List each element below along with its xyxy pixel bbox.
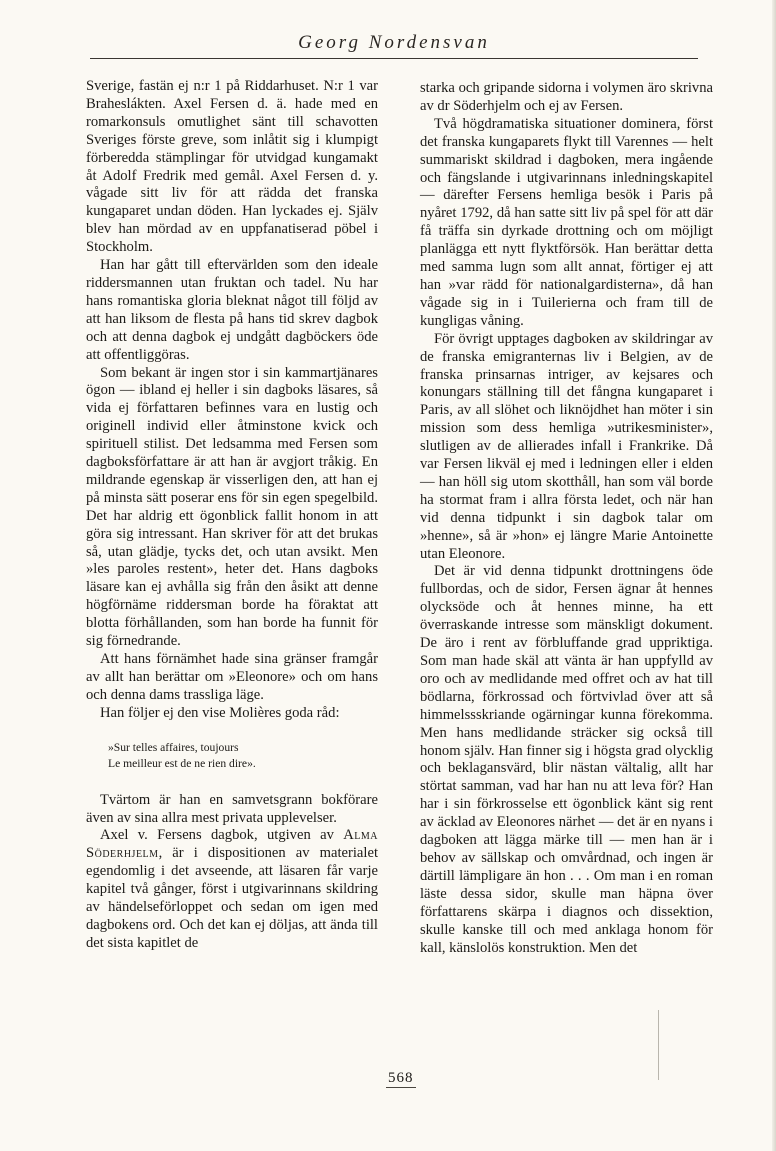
page-number: 568 [388,1070,414,1086]
quote-line: Le meilleur est de ne rien dire». [108,756,256,770]
left-column [86,78,378,953]
running-head: Georg Nordensvan [298,32,490,53]
paragraph-text: , är i dispositionen av materialet egendomlig i det avseende, att läsaren får varje kapitel två gånger, först i utgivarinnans skildring av händelseförloppet och sedan om igen med dagbokens ord. Och det kan ej döljas, att ända till det sista kapitlet de [86,845,378,951]
quote-line: »Sur telles affaires, toujours [108,740,239,754]
paragraph: Två högdramatiska situationer dominera, först det franska kungaparets flykt till Varennes — helt summariskt skildrad i dagboken, mera ingående och fängslande i utgivarinnans inledningskapitel — därefter Fersens hemliga besök i Paris på nyåret 1792, då han satte sitt liv på spel för att där få träffa sin dyrkade drottning och om möjligt planlägga ett nytt flyktförsök. Han berättar detta med samma lugn som allt annat, förtiger ej att han »var rädd för nationalgardisterna», då han vågade sig in i Tuilerierna och fram till de kungligas våning. [420,115,713,329]
paragraph: Han har gått till eftervärlden som den ideale riddersmannen utan fruktan och tadel. Nu har hans romantiska gloria bleknat något till följd av att han liksom de flesta på hans tid skrev dagbok och att denna dagbok ej undgått dagböckers öde att offentliggöras. [86,257,378,363]
paragraph: Han följer ej den vise Molières goda råd: [100,704,340,721]
paragraph: Tvärtom är han en samvetsgrann bokförare även av sina allra mest privata upplevelser. [86,791,378,826]
right-column [420,80,713,957]
paragraph: Det är vid denna tidpunkt drottningens öde fullbordas, och de sidor, Fersen ägnar åt hennes olycksöde och åt hennes minne, ha ett överraskande intresse som mänskligt dokument. De äro i rent av förbluffande grad uppriktiga. Som man hade skäl att vänta är han uppfylld av oro och av medlidande med offret och av hat till bödlarna, förkrossad och förtvivlad över att så himmelssskriande ogärningar kunna förekomma. Men hans medlidande sträcker sig också till honom själv. Han finner sig i högsta grad olycklig och beklagansvärd, blir nästan vältalig, allt har störtat samman, vad har han nu att leva för? Han har i sin förkrosselse ett ögonblick känt sig rent av äcklad av Eleonores närhet — det är en nyans i dagboken att lägga märke till — men han är i behov av sällskap och omvårdnad, och ingen är därtill lämpligare än hon . . . Om man i en roman läste dessa sidor, skulle man häpna över författarens skärpa i diagnos och dissektion, skulle kanske till och med anklaga honom för kall, känslolös konstruktion. Men det [420,563,713,956]
paragraph: Att hans förnämhet hade sina gränser framgår av allt han berättar om »Eleonore» och om hans och denna dams trassliga läge. [86,651,378,703]
paragraph [86,827,378,952]
author-name: Alma Söderhjelm [86,827,378,862]
paragraph: starka och gripande sidorna i volymen äro skrivna av dr Söderhjelm och ej av Fersen. [420,80,713,114]
header-rule [90,58,698,59]
paper-crease [658,1010,659,1080]
verse-quote [108,740,378,772]
paragraph: Sverige, fastän ej n:r 1 på Riddarhuset. N:r 1 var Braheslákten. Axel Fersen d. ä. hade med en romarkonsuls omutlighet sänt till schavotten Sveriges förste greve, som inlåtit sig i klumpigt förberedda stämplingar för utvidgad kungamakt åt Adolf Fredrik med gemål. Axel Fersen d. y. vågade sitt liv för att rädda det franska kungaparet undan döden. Han lyckades ej. Själv blev han mördad av en uppfanatiserad pöbel i Stockholm. [86,78,378,256]
paragraph: För övrigt upptages dagboken av skildringar av de franska emigranternas liv i Belgien, av de franska prinsarnas intriger, av kejsares och konungars ställning till det fångna kungaparet i Paris, av all slöhet och liknöjdhet han möter i sin mission som dess hemliga »utrikesminister», slutligen av de allierades infall i Frankrike. Då var Fersen likväl ej med i ledningen eller i elden — han höll sig utom skotthåll, han som väl borde ha stormat fram i allra första ledet, och när han vid denna tidpunkt i sin dagbok talar om »henne», så är »hon» ej längre Marie Antoinette utan Eleonore. [420,330,713,562]
paragraph: Som bekant är ingen stor i sin kammartjänares ögon — ibland ej heller i sin dagboks läsares, så vida ej författaren befinnes vara en lustig och originell individ eller åtminstone kvick och spirituell stilist. Det ledsamma med Fersen som dagboksförfattare är att han är avgjort tråkig. En mildrande egenskap är visserligen den, att han ej på minsta sätt poserar ens för sin egen spegelbild. Det har aldrig ett ögonblick fallit honom in att göra sig intressant. Han skriver för att det brukas så, utan glädje, tycks det, och utan avsikt. Men »les paroles restent», heter det. Hans dagboks läsare kan ej avhålla sig från den åsikt att denne högförnäme riddersman borde ha föraktat att blotta förhållanden, som han borde ha funnit för sig förnedrande. [86,364,378,650]
page-header [90,30,698,60]
paragraph-text: Axel v. Fersens dagbok, utgiven av [100,827,344,844]
